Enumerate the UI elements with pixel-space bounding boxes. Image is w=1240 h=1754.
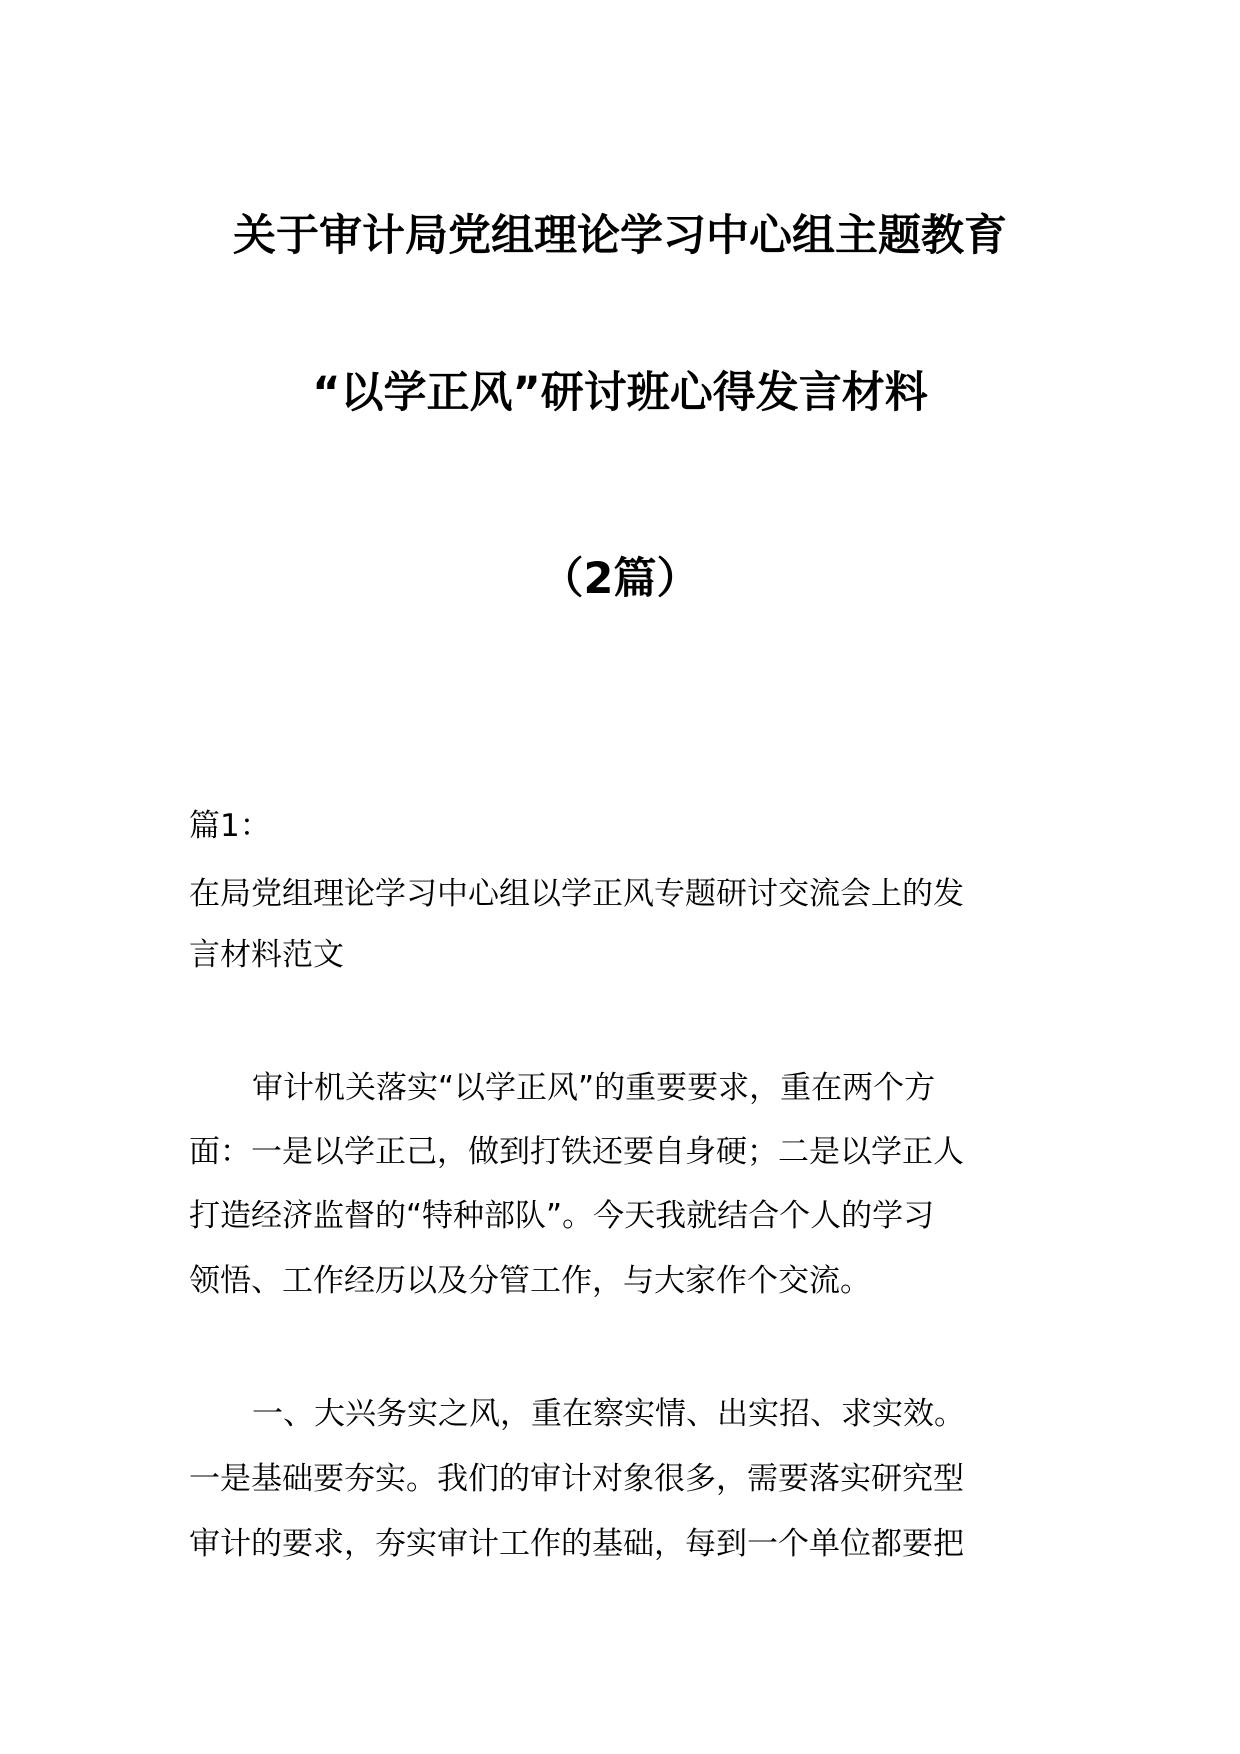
document-title-count: （2篇） [540,554,700,604]
paragraph-line: 打造经济监督的“特种部队”。今天我就结合个人的学习 [189,1198,935,1234]
document-title-line-2: “以学正风”研讨班心得发言材料 [312,368,928,418]
paragraph-line: 一是基础要夯实。我们的审计对象很多，需要落实研究型 [189,1461,964,1497]
paragraph-line: 面：一是以学正己，做到打铁还要自身硬；二是以学正人 [189,1134,964,1170]
paragraph-line: 审计机关落实“以学正风”的重要要求，重在两个方 [252,1070,936,1106]
document-title-line-1: 关于审计局党组理论学习中心组主题教育 [233,211,1007,261]
paragraph-line: 审计的要求，夯实审计工作的基础，每到一个单位都要把 [189,1526,964,1562]
subtitle-line: 在局党组理论学习中心组以学正风专题研讨交流会上的发 [189,876,964,912]
subtitle-line: 言材料范文 [189,937,344,973]
paragraph-line: 一、大兴务实之风，重在察实情、出实招、求实效。 [252,1396,965,1432]
section-label: 篇1： [189,808,271,844]
paragraph-line: 领悟、工作经历以及分管工作，与大家作个交流。 [189,1263,871,1299]
